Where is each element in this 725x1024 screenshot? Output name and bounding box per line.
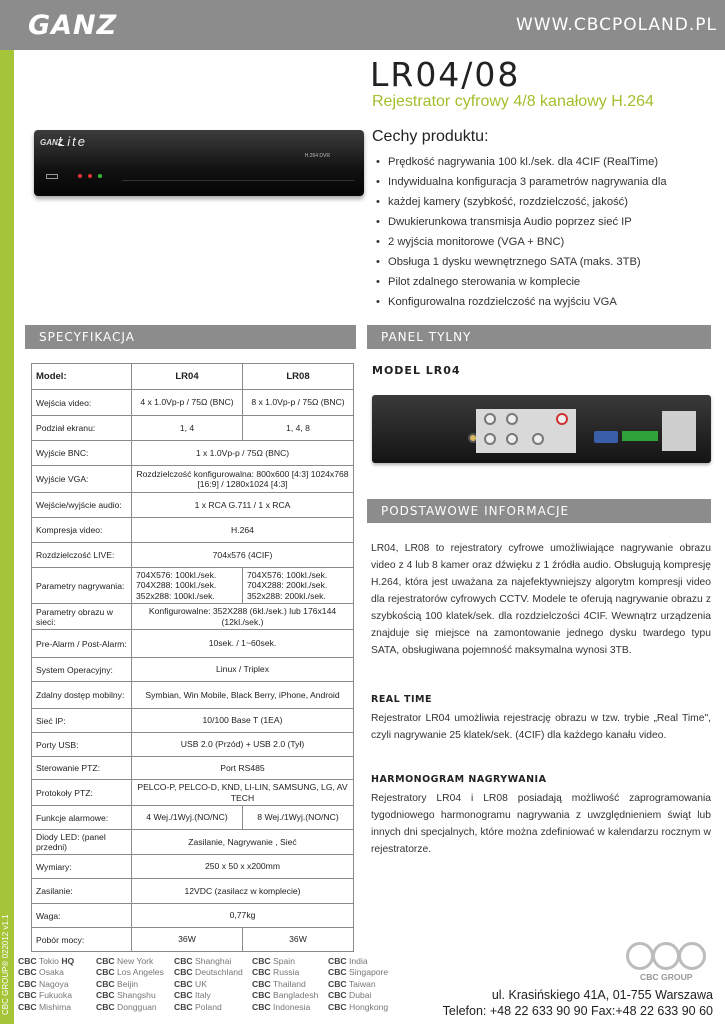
led-power-icon (78, 174, 82, 178)
spec-label: Kompresja video: (32, 518, 132, 543)
table-row (32, 518, 354, 543)
office-brand: CBC (96, 978, 115, 989)
office-city: Tokio (38, 956, 59, 966)
bnc-connector-icon (484, 433, 496, 445)
bnc-connector-icon (506, 413, 518, 425)
company-address: ul. Krasińskiego 41A, 01-755 Warszawa (491, 988, 713, 1002)
office-brand: CBC (328, 1001, 347, 1012)
schedule-text: Rejestratory LR04 i LR08 posiadają możliwość zaprogramowania tygodniowego harmonogramu nagrywania z uwzględnieniem świąt lub innych dni specjalnych, które można zdefiniować w kalendarzu rocznym w rejestratorze. (371, 793, 711, 855)
device-brand: GANZ (40, 138, 63, 147)
office-city: Spain (273, 956, 295, 966)
header-col-lr04: LR04 (132, 364, 243, 390)
office-item (18, 990, 96, 1001)
spec-value-lr08: 1, 4, 8 (243, 416, 354, 441)
product-model: LR04/08 (370, 55, 521, 94)
office-city: Poland (195, 1001, 222, 1012)
spec-label: Sterowanie PTZ: (32, 757, 132, 780)
feature-item: • Dwukierunkowa transmisja Audio poprzez sieć IP (376, 212, 667, 232)
office-item (174, 967, 252, 978)
table-row (32, 416, 354, 441)
feature-item: • Pilot zdalnego sterowania w komplecie (376, 272, 667, 292)
section-basic-info: PODSTAWOWE INFORMACJE (367, 499, 711, 523)
office-city: UK (195, 978, 207, 989)
spec-label: Porty USB: (32, 733, 132, 757)
office-city: Nagoya (39, 978, 69, 989)
spec-value-lr08: 36W (243, 928, 354, 952)
table-row (32, 830, 354, 855)
office-city: Bangladesh (273, 990, 319, 1001)
spec-value: PELCO-P, PELCO-D, KND, LI-LIN, SAMSUNG, LG, AV TECH (132, 780, 354, 806)
spec-label: System Operacyjny: (32, 658, 132, 682)
table-header-row (32, 364, 354, 390)
office-city: Mishima (39, 1001, 72, 1012)
office-city: Hongkong (349, 1001, 389, 1012)
spec-label: Pobór mocy: (32, 928, 132, 952)
office-extra: HQ (61, 956, 75, 966)
office-item (328, 990, 408, 1001)
led-record-icon (88, 174, 92, 178)
table-row (32, 604, 354, 630)
office-city: Russia (273, 967, 300, 978)
table-row (32, 682, 354, 709)
spec-value-lr04: 704X576: 100kl./sek. 704X288: 100kl./sek. 352x288: 100kl./sek. (132, 568, 243, 604)
realtime-text: Rejestrator LR04 umożliwia rejestrację obrazu w tzw. trybie „Real Time", czyli nagrywanie 25 klatek/sek. (4CIF) dla każdego kanału video. (371, 713, 711, 741)
product-subtitle: Rejestrator cyfrowy 4/8 kanałowy H.264 (372, 93, 654, 110)
office-brand: CBC (328, 978, 347, 989)
spec-label: Parametry obrazu w sieci: (32, 604, 132, 630)
table-row (32, 780, 354, 806)
spec-value-lr08: 704X576: 100kl./sek. 704X288: 200kl./sek. 352x288: 200kl./sek. (243, 568, 354, 604)
realtime-heading: REAL TIME (371, 694, 432, 705)
spec-value: 10/100 Base T (1EA) (132, 709, 354, 733)
spec-value: 0,77kg (132, 904, 354, 928)
office-item (18, 956, 96, 967)
spec-value: Zasilanie, Nagrywanie , Sieć (132, 830, 354, 855)
header-band (0, 0, 725, 50)
website-url[interactable]: WWW.CBCPOLAND.PL (515, 15, 717, 35)
feature-item-continued: • każdej kamery (szybkość, rozdzielczość, jakość) (376, 192, 667, 212)
office-item (96, 990, 174, 1001)
spec-table (31, 363, 354, 952)
schedule-heading: HARMONOGRAM NAGRYWANIA (371, 774, 547, 785)
office-item (96, 1002, 174, 1013)
logo-ring-icon (626, 942, 654, 970)
device-series: Lite (58, 134, 87, 149)
office-brand: CBC (174, 956, 193, 966)
bnc-connector-icon (484, 413, 496, 425)
office-item (96, 956, 174, 967)
spec-label: Wejście/wyjście audio: (32, 493, 132, 518)
table-row (32, 904, 354, 928)
spec-label: Parametry nagrywania: (32, 568, 132, 604)
office-brand: CBC (328, 990, 347, 1001)
office-city: Los Angeles (117, 967, 164, 978)
spec-value-lr04: 36W (132, 928, 243, 952)
office-item (252, 967, 328, 978)
table-row (32, 733, 354, 757)
office-city: Indonesia (273, 1001, 311, 1012)
table-row (32, 543, 354, 568)
office-brand: CBC (252, 967, 271, 978)
document-version: CBC GROUP® 022012 v1.1 (1, 914, 10, 1015)
spec-value: H.264 (132, 518, 354, 543)
bnc-connector-icon (506, 433, 518, 445)
office-item (18, 1002, 96, 1013)
table-row (32, 441, 354, 466)
office-brand: CBC (96, 990, 115, 1001)
table-row (32, 879, 354, 904)
office-city: Italy (195, 990, 211, 1001)
spec-label: Protokoły PTZ: (32, 780, 132, 806)
spec-label: Wejścia video: (32, 390, 132, 416)
office-brand: CBC (328, 956, 347, 966)
spec-value: 704x576 (4CIF) (132, 543, 354, 568)
spec-value-lr04: 4 Wej./1Wyj.(NO/NC) (132, 806, 243, 830)
spec-label: Rozdzielczość LIVE: (32, 543, 132, 568)
features-heading: Cechy produktu: (372, 128, 489, 145)
feature-item: • Prędkość nagrywania 100 kl./sek. dla 4CIF (RealTime) (376, 152, 667, 172)
feature-item: • Konfigurowalna rozdzielczość na wyjściu VGA (376, 292, 667, 312)
office-item (252, 1002, 328, 1013)
table-row (32, 806, 354, 830)
spec-value: Rozdzielczość konfigurowalna: 800x600 [4:3] 1024x768 [16:9] / 1280x1024 [4:3] (132, 466, 354, 493)
office-brand: CBC (96, 956, 115, 966)
company-phones: Telefon: +48 22 633 90 90 Fax:+48 22 633 90 60 (442, 1004, 713, 1018)
office-city: Osaka (39, 967, 64, 978)
spec-value: 12VDC (zasilacz w komplecie) (132, 879, 354, 904)
office-brand: CBC (252, 956, 271, 966)
spec-label: Wyjście BNC: (32, 441, 132, 466)
office-city: Singapore (349, 967, 389, 978)
spec-label: Sieć IP: (32, 709, 132, 733)
office-brand: CBC (18, 978, 37, 989)
table-row (32, 928, 354, 952)
feature-item: • Obsługa 1 dysku wewnętrznego SATA (maks. 3TB) (376, 252, 667, 272)
office-brand: CBC (18, 1001, 37, 1012)
header-col-lr08: LR08 (243, 364, 354, 390)
audio-rca-icon (556, 413, 568, 425)
table-row (32, 658, 354, 682)
logo-caption: CBC GROUP (640, 972, 693, 982)
spec-label: Podział ekranu: (32, 416, 132, 441)
table-row (32, 709, 354, 733)
dvr-front-image (34, 130, 364, 196)
office-item (18, 967, 96, 978)
led-network-icon (98, 174, 102, 178)
office-city: Beijin (117, 978, 139, 989)
office-brand: CBC (252, 1001, 271, 1012)
spec-value: Linux / Triplex (132, 658, 354, 682)
logo-ring-icon (652, 942, 680, 970)
spec-label: Wymiary: (32, 855, 132, 879)
table-row (32, 568, 354, 604)
office-item (252, 979, 328, 990)
office-brand: CBC (96, 967, 115, 978)
usb-port-icon (46, 174, 58, 179)
spec-value: 10sek. / 1~60sek. (132, 630, 354, 658)
office-brand: CBC (252, 990, 271, 1001)
office-item (174, 956, 252, 967)
office-item (252, 990, 328, 1001)
table-row (32, 390, 354, 416)
office-city: India (349, 956, 368, 966)
office-item (328, 967, 408, 978)
spec-label: Zdalny dostęp mobilny: (32, 682, 132, 709)
office-item (328, 956, 408, 967)
office-city: Shangshu (117, 990, 156, 1001)
spec-label: Funkcje alarmowe: (32, 806, 132, 830)
spec-label: Diody LED: (panel przedni) (32, 830, 132, 855)
office-brand: CBC (18, 967, 37, 978)
office-city: New York (117, 956, 154, 966)
spec-label: Wyjście VGA: (32, 466, 132, 493)
dvr-rear-image (372, 395, 711, 463)
office-city: Dubai (349, 990, 372, 1001)
section-spec: SPECYFIKACJA (25, 325, 356, 349)
device-divider (122, 180, 354, 181)
office-brand: CBC (252, 978, 271, 989)
office-city: Deutschland (195, 967, 243, 978)
spec-value-lr08: 8 x 1.0Vp-p / 75Ω (BNC) (243, 390, 354, 416)
table-row (32, 630, 354, 658)
section-rear-panel: PANEL TYLNY (367, 325, 711, 349)
spec-value: 250 x 50 x x200mm (132, 855, 354, 879)
spec-value-lr04: 4 x 1.0Vp-p / 75Ω (BNC) (132, 390, 243, 416)
spec-label: Zasilanie: (32, 879, 132, 904)
office-item (252, 956, 328, 967)
logo-ring-icon (678, 942, 706, 970)
office-brand: CBC (18, 990, 37, 1001)
feature-item: • 2 wyjścia monitorowe (VGA + BNC) (376, 232, 667, 252)
table-row (32, 466, 354, 493)
spec-value: Symbian, Win Mobile, Black Berry, iPhone, Android (132, 682, 354, 709)
office-brand: CBC (18, 956, 37, 966)
office-city: Taiwan (348, 978, 376, 989)
office-item (96, 979, 174, 990)
office-city: Dongguan (117, 1001, 157, 1012)
bnc-output-icon (532, 433, 544, 445)
office-city: Fukuoka (39, 990, 72, 1001)
spec-value: 1 x 1.0Vp-p / 75Ω (BNC) (132, 441, 354, 466)
office-brand: CBC (328, 967, 347, 978)
header-label: Model: (32, 364, 132, 390)
office-brand: CBC (174, 967, 193, 978)
spec-value: Konfigurowalne: 352X288 (6kl./sek.) lub 176x144 (12kl./sek.) (132, 604, 354, 630)
spec-label: Pre-Alarm / Post-Alarm: (32, 630, 132, 658)
office-brand: CBC (96, 1001, 115, 1012)
offices-list (18, 956, 408, 1013)
table-row (32, 493, 354, 518)
ganz-logo: GANZ (28, 10, 118, 41)
office-item (96, 967, 174, 978)
office-brand: CBC (174, 1001, 193, 1012)
office-brand: CBC (174, 978, 193, 989)
spec-value: Port RS485 (132, 757, 354, 780)
office-item (328, 1002, 408, 1013)
office-city: Shanghai (195, 956, 232, 966)
office-item (174, 979, 252, 990)
spec-label: Waga: (32, 904, 132, 928)
spec-value-lr08: 8 Wej./1Wyj.(NO/NC) (243, 806, 354, 830)
office-item (328, 979, 408, 990)
office-item (174, 1002, 252, 1013)
cbc-group-logo (626, 942, 712, 982)
office-brand: CBC (174, 990, 193, 1001)
basic-info-intro: LR04, LR08 to rejestratory cyfrowe umożliwiające nagrywanie obrazu video z 4 lub 8 kamer oraz dźwięku z 1 źródła audio. Obsługują kompresję H.264, która jest uważana za najefektywniejszy algorytm kompresji video dla rejestratorów cyfrowych CCTV. Modele te oferują nagrywanie obrazu z szybkością 100 klatek/sek. dla rozdzielczości 4CIF. Wewnątrz urządzenia znajduje się miejsce na zamontowanie jednego dysku twardego typu SATA, obsługiwana pojemność maksymalna wynosi 3TB. (371, 543, 711, 656)
spec-value-lr04: 1, 4 (132, 416, 243, 441)
table-row (32, 855, 354, 879)
rear-model-heading: MODEL LR04 (372, 364, 461, 377)
features-list (376, 152, 667, 312)
table-row (32, 757, 354, 780)
lan-usb-plate (662, 411, 696, 451)
feature-item: • Indywidualna konfiguracja 3 parametrów nagrywania dla (376, 172, 667, 192)
office-city: Thailand (272, 978, 306, 989)
side-accent-bar (0, 50, 14, 1024)
vga-port-icon (594, 431, 618, 443)
spec-value: USB 2.0 (Przód) + USB 2.0 (Tył) (132, 733, 354, 757)
office-item (18, 979, 96, 990)
spec-value: 1 x RCA G.711 / 1 x RCA (132, 493, 354, 518)
office-item (174, 990, 252, 1001)
terminal-block-icon (622, 431, 658, 441)
device-label: H.264 DVR (304, 153, 330, 159)
